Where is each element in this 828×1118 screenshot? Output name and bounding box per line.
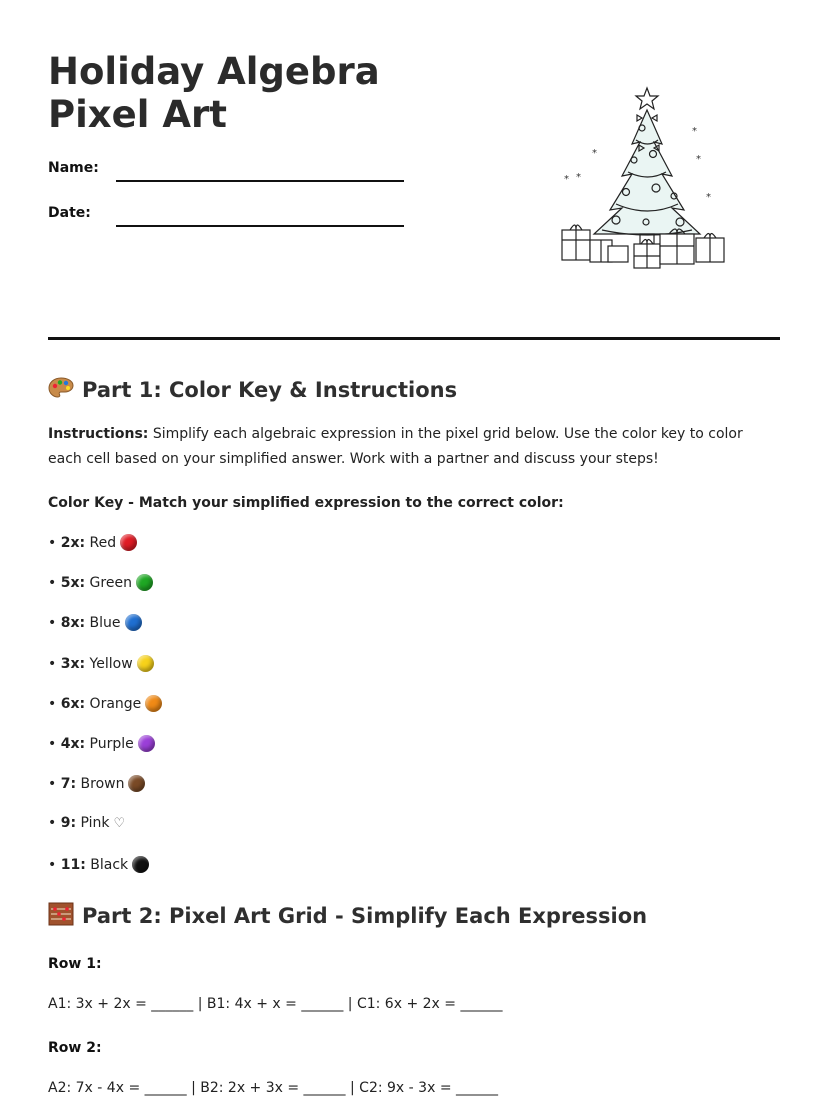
instructions (48, 422, 780, 472)
part1-heading-text: Part 1: Color Key & Instructions (82, 378, 458, 402)
name-label: Name: (48, 160, 99, 176)
bullet: • (48, 776, 61, 792)
row-1-expressions: A1: 3x + 2x = ______ | B1: 4x + x = ______ | C1: 6x + 2x = ______ (48, 996, 503, 1012)
page-title: Holiday Algebra Pixel Art (48, 50, 380, 136)
color-key-expression: 6x: (60, 696, 86, 712)
part2-heading-text: Part 2: Pixel Art Grid - Simplify Each Expression (82, 904, 648, 928)
color-key-expression: 3x: (60, 656, 86, 672)
color-key-expression: 9: (60, 815, 77, 831)
color-key-color-name: Pink (80, 815, 110, 831)
bullet: • (48, 575, 61, 591)
bullet: • (48, 535, 61, 551)
color-swatch-icon (138, 735, 155, 752)
name-field[interactable] (116, 180, 404, 182)
color-key-color-name: Orange (89, 696, 142, 712)
color-key-item (48, 735, 155, 752)
svg-text:*: * (696, 154, 701, 165)
color-key-color-name: Red (89, 535, 117, 551)
svg-text:*: * (706, 192, 711, 203)
row-1-label: Row 1: (48, 956, 102, 972)
christmas-tree-illustration (556, 84, 732, 272)
color-key-expression: 11: (60, 857, 86, 873)
section-divider (48, 337, 780, 340)
color-key-item (48, 856, 149, 873)
color-key-color-name: Black (90, 857, 129, 873)
instructions-label: Instructions: (48, 426, 149, 442)
color-key-item (48, 815, 125, 831)
color-swatch-icon (132, 856, 149, 873)
svg-text:*: * (692, 126, 697, 137)
color-key-item (48, 655, 154, 672)
bullet: • (48, 815, 61, 831)
color-key-heading: Color Key - Match your simplified expression to the correct color: (48, 495, 564, 511)
color-key-expression: 4x: (60, 736, 86, 752)
color-key-color-name: Brown (80, 776, 125, 792)
row-2-expressions: A2: 7x - 4x = ______ | B2: 2x + 3x = ______ | C2: 9x - 3x = ______ (48, 1080, 498, 1096)
instructions-text: Simplify each algebraic expression in the pixel grid below. Use the color key to color each cell based on your simplified answer. Work with a partner and discuss your steps! (48, 426, 743, 467)
color-key-item (48, 695, 162, 712)
color-key-item (48, 614, 142, 631)
bullet: • (48, 857, 61, 873)
color-key-expression: 2x: (60, 535, 86, 551)
color-swatch-icon (136, 574, 153, 591)
svg-text:*: * (576, 172, 581, 183)
color-key-expression: 5x: (60, 575, 86, 591)
color-swatch-icon (120, 534, 137, 551)
color-key-item (48, 574, 153, 591)
row-2-label: Row 2: (48, 1040, 102, 1056)
palette-icon (48, 376, 74, 405)
color-swatch-icon (125, 614, 142, 631)
abacus-icon (48, 902, 74, 931)
bullet: • (48, 696, 61, 712)
color-key-color-name: Blue (89, 615, 121, 631)
bullet: • (48, 615, 61, 631)
bullet: • (48, 656, 61, 672)
color-swatch-icon (137, 655, 154, 672)
color-key-item (48, 534, 137, 551)
heart-icon: ♡ (113, 816, 126, 831)
part1-heading (48, 376, 457, 405)
color-key-color-name: Yellow (89, 656, 133, 672)
bullet: • (48, 736, 61, 752)
svg-text:*: * (592, 148, 597, 159)
svg-text:*: * (564, 174, 569, 185)
color-key-color-name: Purple (89, 736, 134, 752)
part2-heading (48, 902, 647, 931)
color-key-color-name: Green (89, 575, 132, 591)
color-swatch-icon (128, 775, 145, 792)
color-swatch-icon (145, 695, 162, 712)
date-label: Date: (48, 205, 91, 221)
color-key-expression: 8x: (60, 615, 86, 631)
date-field[interactable] (116, 225, 404, 227)
color-key-item (48, 775, 145, 792)
color-key-expression: 7: (60, 776, 77, 792)
